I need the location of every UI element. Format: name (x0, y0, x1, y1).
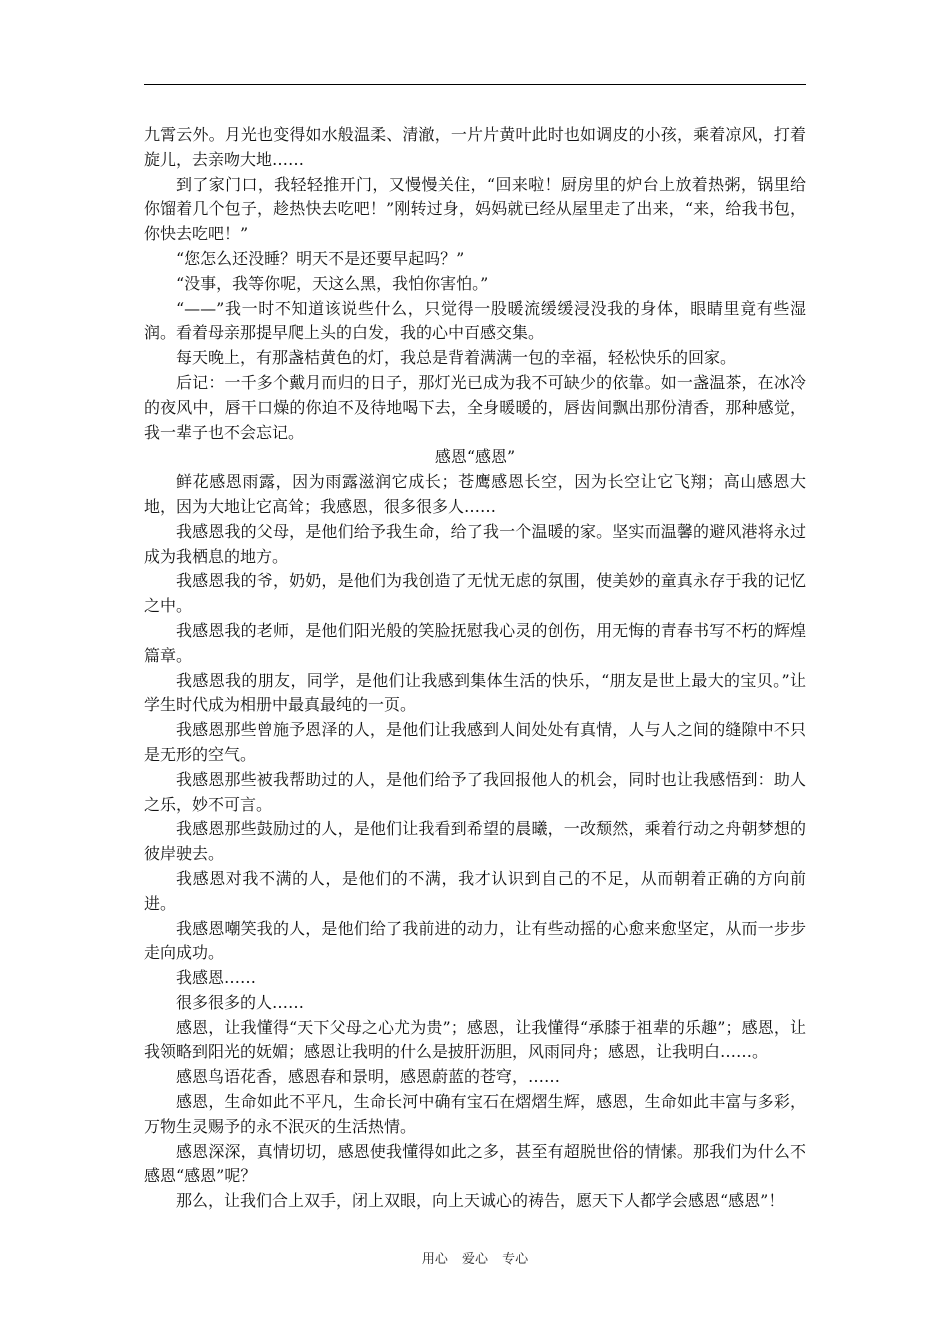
paragraph: 我感恩那些被我帮助过的人，是他们给予了我回报他人的机会，同时也让我感悟到：助人之乐，妙不可言。 (144, 769, 806, 814)
paragraph: 我感恩那些鼓励过的人，是他们让我看到希望的晨曦，一改颓然，乘着行动之舟朝梦想的彼岸驶去。 (144, 819, 806, 864)
paragraph: 九霄云外。月光也变得如水般温柔、清澈，一片片黄叶此时也如调皮的小孩，乘着凉风，打着旋儿，去亲吻大地…… (144, 125, 806, 169)
paragraph: 我感恩…… (176, 968, 257, 988)
paragraph: 感恩鸟语花香，感恩春和景明，感恩蔚蓝的苍穹，…… (176, 1067, 561, 1087)
paragraph: “——”我一时不知道该说些什么，只觉得一股暖流缓缓浸没我的身体，眼睛里竟有些湿润。看着母亲那提早爬上头的白发，我的心中百感交集。 (144, 298, 806, 343)
paragraph: 我感恩那些曾施予恩泽的人，是他们让我感到人间处处有真情，人与人之间的缝隙中不只是无形的空气。 (144, 720, 806, 764)
paragraph: 我感恩我的爷，奶奶，是他们为我创造了无忧无虑的氛围，使美妙的童真永存于我的记忆之中。 (144, 571, 806, 616)
paragraph: 那么，让我们合上双手，闭上双眼，向上天诚心的祷告，愿天下人都学会感恩“感恩”！ (176, 1191, 785, 1211)
paragraph: 感恩深深，真情切切，感恩使我懂得如此之多，甚至有超脱世俗的情愫。那我们为什么不感恩“感恩”呢？ (144, 1141, 806, 1186)
paragraph: 我感恩我的老师，是他们阳光般的笑脸抚慰我心灵的创伤，用无悔的青春书写不朽的辉煌篇章。 (144, 620, 806, 665)
paragraph: 我感恩我的朋友，同学，是他们让我感到集体生活的快乐，“朋友是世上最大的宝贝。”让学生时代成为相册中最真最纯的一页。 (144, 670, 806, 715)
paragraph: 感恩，生命如此不平凡，生命长河中确有宝石在熠熠生辉，感恩，生命如此丰富与多彩，万物生灵赐予的永不泯灭的生活热情。 (144, 1092, 806, 1136)
paragraph: 后记：一千多个戴月而归的日子，那灯光已成为我不可缺少的依靠。如一盏温茶，在冰冷的夜风中，唇干口燥的你迫不及待地喝下去，全身暖暖的，唇齿间飘出那份清香，那种感觉，我一辈子也不会忘记。 (144, 372, 806, 442)
paragraph: 我感恩对我不满的人，是他们的不满，我才认识到自己的不足，从而朝着正确的方向前进。 (144, 868, 806, 913)
paragraph: 我感恩我的父母，是他们给予我生命，给了我一个温暖的家。坚实而温馨的避风港将永过成为我栖息的地方。 (144, 521, 806, 566)
section-title: 感恩“感恩” (434, 447, 516, 467)
page-footer: 用心 爱心 专心 (421, 1252, 529, 1267)
header-rule (144, 84, 806, 85)
paragraph: 每天晚上，有那盏桔黄色的灯，我总是背着满满一包的幸福，轻松快乐的回家。 (176, 348, 737, 368)
paragraph: “您怎么还没睡？明天不是还要早起吗？” (176, 248, 465, 268)
paragraph: 鲜花感恩雨露，因为雨露滋润它成长；苍鹰感恩长空，因为长空让它飞翔；高山感恩大地，因为大地让它高耸；我感恩，很多很多人…… (144, 472, 806, 516)
paragraph: 我感恩嘲笑我的人，是他们给了我前进的动力，让有些动摇的心愈来愈坚定，从而一步步走向成功。 (144, 918, 806, 963)
paragraph: 很多很多的人…… (176, 992, 305, 1012)
paragraph: 到了家门口，我轻轻推开门，又慢慢关住，“回来啦！厨房里的炉台上放着热粥，锅里给你馏着几个包子，趁热快去吃吧！”刚转过身，妈妈就已经从屋里走了出来，“来，给我书包，你快去吃吧！” (144, 174, 806, 244)
paragraph: “没事，我等你呢，天这么黑，我怕你害怕。” (176, 273, 489, 293)
document-body (144, 123, 806, 1214)
paragraph: 感恩，让我懂得“天下父母之心尤为贵”；感恩，让我懂得“承膝于祖辈的乐趣”；感恩，让我领略到阳光的妩媚；感恩让我明的什么是披肝沥胆，风雨同舟；感恩，让我明白……。 (144, 1017, 806, 1062)
